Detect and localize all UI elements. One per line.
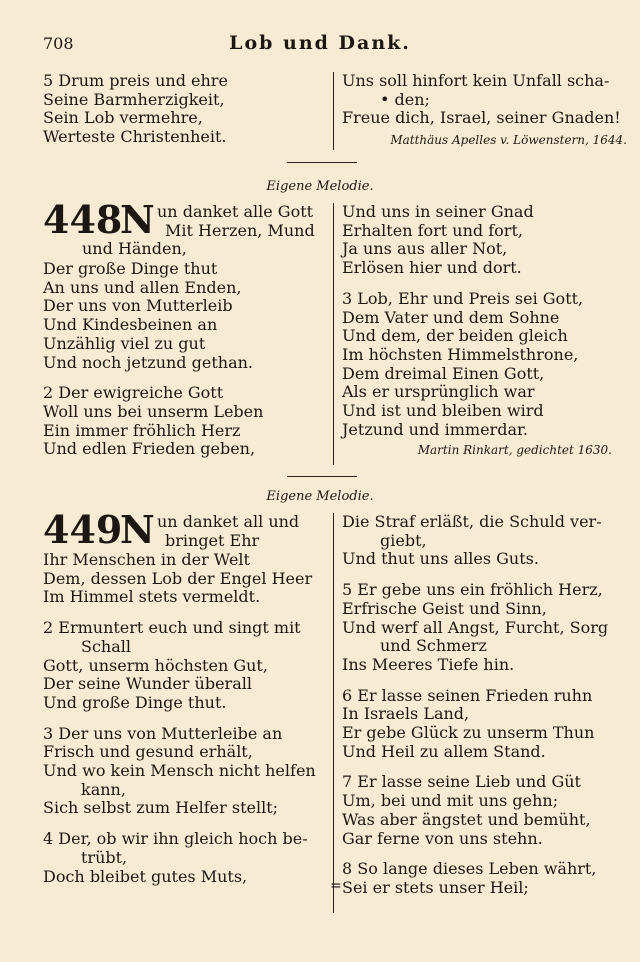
verse-line: un danket alle Gott <box>157 202 314 221</box>
continuation-mark: • <box>380 89 390 109</box>
verse-line: Und werf all Angst, Furcht, Sorg <box>342 617 609 637</box>
verse-line: Dem, dessen Lob der Engel Heer <box>43 568 313 588</box>
attribution: Martin Rinkart, gedichtet 1630. <box>417 443 612 458</box>
verse-line: Sein Lob vermehre, <box>43 108 203 128</box>
hymn-448-left-column <box>43 260 263 459</box>
verse-line: In Israels Land, <box>342 704 470 724</box>
verse-line: 5 Er gebe uns ein fröhlich Herz, <box>342 580 603 600</box>
verse-line-part: den; <box>394 89 430 109</box>
verse-line: Gar ferne von uns stehn. <box>342 828 543 848</box>
verse-line: 5 Drum preis und ehre <box>43 71 228 90</box>
verse-line: un danket all und <box>157 512 300 531</box>
hymn-448-right-column <box>342 203 612 460</box>
verse-line: Sei er stets unser Heil; <box>342 877 529 897</box>
verse-line: Um, bei und mit uns gehn; <box>342 791 559 811</box>
verse-line: An uns und allen Enden, <box>43 277 242 297</box>
hymn-number: 449 <box>43 507 123 552</box>
verse-line: Der uns von Mutterleib <box>43 296 233 316</box>
verse-line: Ein immer fröhlich Herz <box>43 420 241 440</box>
verse-line: 8 So lange dieses Leben währt, <box>342 859 597 879</box>
drop-cap: N <box>120 507 155 552</box>
verse-line: Schall <box>81 636 131 656</box>
verse-line: Und wo kein Mensch nicht helfen <box>43 761 316 781</box>
verse-line: und Händen, <box>82 239 187 258</box>
verse-line: 7 Er lasse seine Lieb und Güt <box>342 772 581 792</box>
verse-line: Erhalten fort und fort, <box>342 220 523 240</box>
prev-hymn-left-column <box>43 72 228 147</box>
column-divider <box>333 203 334 465</box>
verse-line: Der große Dinge thut <box>43 259 218 278</box>
verse-line: Und dem, der beiden gleich <box>342 326 568 346</box>
verse-line: Dem Vater und dem Sohne <box>342 307 560 327</box>
verse-line: 3 Der uns von Mutterleibe an <box>43 723 283 743</box>
section-divider <box>287 162 357 163</box>
verse-line: Was aber ängstet und bemüht, <box>342 809 591 829</box>
verse-line: Freue dich, Israel, seiner Gnaden! <box>342 108 621 128</box>
verse-line: Und ist und bleiben wird <box>342 401 544 421</box>
verse-line: Die Straf erläßt, die Schuld ver- <box>342 512 602 531</box>
verse-line: trübt, <box>81 847 128 867</box>
verse-line: Erfrische Geist und Sinn, <box>342 598 547 618</box>
verse-line: giebt, <box>380 530 427 550</box>
hymn-449-right-column <box>342 513 627 898</box>
verse-line: kann, <box>81 779 126 799</box>
page-header <box>0 32 640 58</box>
verse-line: bringet Ehr <box>165 530 260 550</box>
verse-line: 6 Er lasse seinen Frieden ruhn <box>342 685 593 705</box>
verse-line <box>342 91 627 110</box>
verse-line: Ins Meeres Tiefe hin. <box>342 654 515 674</box>
verse-line: 2 Ermuntert euch und singt mit <box>43 618 301 638</box>
page-title: Lob und Dank. <box>229 32 411 54</box>
verse-line: 4 Der, ob wir ihn gleich hoch be- <box>43 829 308 849</box>
verse-line: Ja uns aus aller Not, <box>342 239 508 259</box>
hymn-number: 448 <box>43 197 123 242</box>
melody-note: Eigene Melodie. <box>266 179 374 194</box>
verse-line: Dem dreimal Einen Gott, <box>342 363 545 383</box>
verse-line: Unzählig viel zu gut <box>43 333 206 353</box>
verse-line: Und noch jetzund gethan. <box>43 352 254 372</box>
verse-line: und Schmerz <box>380 636 487 656</box>
verse-line: Doch bleibet gutes Muts, <box>43 866 248 886</box>
verse-line: Und Kindesbeinen an <box>43 315 218 335</box>
verse-line: Und thut uns alles Guts. <box>342 549 539 569</box>
verse-line: Gott, unserm höchsten Gut, <box>43 655 268 675</box>
verse-line: Ihr Menschen in der Welt <box>43 550 250 569</box>
verse-line: Und große Dinge thut. <box>43 692 227 712</box>
verse-line: Der seine Wunder überall <box>43 674 252 694</box>
verse-line: 3 Lob, Ehr und Preis sei Gott, <box>342 288 584 308</box>
hymn-448-opening-cont <box>82 240 187 259</box>
verse-line: Und edlen Frieden geben, <box>43 439 256 459</box>
verse-line: Und uns in seiner Gnad <box>342 202 534 221</box>
verse-line: Frisch und gesund erhält, <box>43 742 253 762</box>
column-divider <box>333 513 334 913</box>
verse-line: Er gebe Glück zu unserm Thun <box>342 723 595 743</box>
verse-line: Als er ursprünglich war <box>342 382 535 402</box>
verse-line: 2 Der ewigreiche Gott <box>43 383 224 403</box>
verse-line: Im höchsten Himmelsthrone, <box>342 344 579 364</box>
column-divider <box>333 72 334 150</box>
hyphen-mark: = <box>330 878 342 894</box>
prev-hymn-right-column <box>342 72 627 150</box>
verse-line: Sich selbst zum Helfer stellt; <box>43 798 279 818</box>
page-number: 708 <box>43 34 74 53</box>
verse-line: Mit Herzen, Mund <box>165 220 315 240</box>
attribution: Matthäus Apelles v. Löwenstern, 1644. <box>390 133 627 148</box>
drop-cap: N <box>120 197 155 242</box>
verse-line: Jetzund und immerdar. <box>342 419 528 439</box>
verse-line: Erlösen hier und dort. <box>342 258 522 278</box>
verse-line: Im Himmel stets vermeldt. <box>43 587 261 607</box>
verse-line: Uns soll hinfort kein Unfall scha- <box>342 71 610 90</box>
section-divider <box>287 476 357 477</box>
verse-line: Woll uns bei unserm Leben <box>43 401 264 421</box>
verse-line: Seine Barmherzigkeit, <box>43 89 225 109</box>
hymn-449-left-column <box>43 551 316 886</box>
verse-line: Werteste Christenheit. <box>43 127 227 147</box>
hymn-449-opening <box>157 513 299 550</box>
melody-note: Eigene Melodie. <box>266 489 374 504</box>
verse-line: Und Heil zu allem Stand. <box>342 741 546 761</box>
hymn-448-opening <box>157 203 315 240</box>
